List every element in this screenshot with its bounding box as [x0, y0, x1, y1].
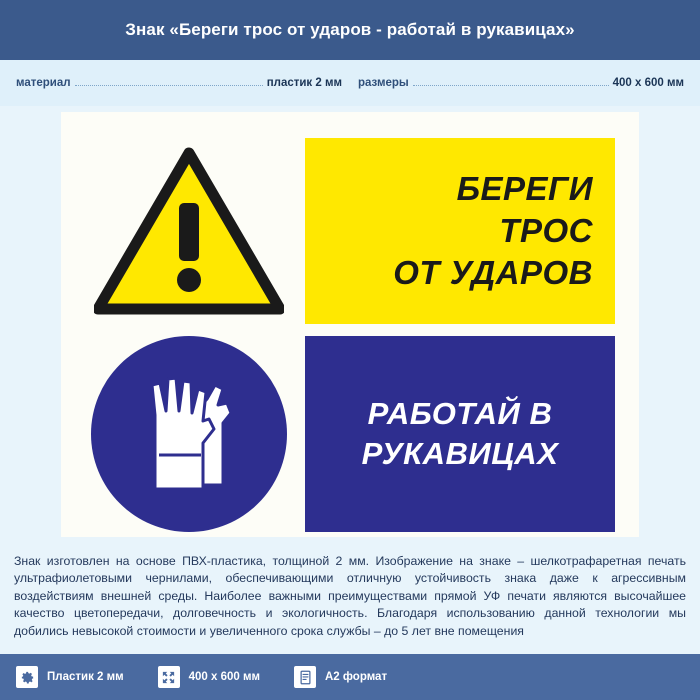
warning-text-line-1: БЕРЕГИ — [456, 169, 593, 207]
resize-arrows-icon — [158, 666, 180, 688]
warning-triangle-cell — [85, 138, 293, 324]
warning-text-line-2: ТРОС — [499, 211, 593, 249]
safety-sign — [61, 112, 639, 537]
footer-item-material-label: Пластик 2 мм — [47, 671, 124, 683]
page-footer — [0, 654, 700, 700]
mandatory-text-line-2: РУКАВИЦАХ — [361, 436, 559, 471]
sign-image-wrapper — [0, 106, 700, 537]
mandatory-text-line-1: РАБОТАЙ В — [367, 395, 553, 431]
spec-material — [16, 77, 342, 89]
footer-item-format — [294, 666, 387, 688]
spec-material-value: пластик 2 мм — [266, 77, 342, 89]
footer-item-format-label: А2 формат — [325, 671, 388, 683]
spec-size — [358, 77, 684, 89]
gloves-circle-cell — [85, 336, 293, 532]
spec-size-label: размеры — [358, 77, 409, 89]
page-header — [0, 0, 700, 60]
warning-text-line-3: ОТ УДАРОВ — [393, 254, 593, 292]
footer-item-size — [158, 666, 260, 688]
spec-bar — [0, 60, 700, 106]
spec-material-dots — [75, 85, 263, 86]
protective-gloves-icon — [119, 359, 259, 509]
spec-size-value: 400 x 600 мм — [612, 77, 684, 89]
footer-item-material — [16, 666, 124, 688]
product-description: Знак изготовлен на основе ПВХ-пластика, толщиной 2 мм. Изображение на знаке – шелкотрафаретная печать ультрафиолетовыми чернилами, обеспечивающими отличную устойчивость знака даже к агрессивным воздействиям внешней среды. Наиболее важными преимуществами прямой УФ печати являются высочайшее качество цветопередачи, долговечность и экологичность. Благодаря использованию данной технологии мы добились невысокой стоимости и увеличенного срока службы – до 5 лет вне помещения — [14, 554, 686, 638]
warning-text-block — [305, 138, 615, 324]
document-icon — [294, 666, 316, 688]
page-title: Знак «Береги трос от ударов - работай в рукавицах» — [125, 20, 575, 39]
mandatory-circle — [91, 336, 287, 532]
footer-item-size-label: 400 x 600 мм — [188, 671, 260, 683]
gear-icon — [16, 666, 38, 688]
spec-size-dots — [413, 85, 609, 86]
spec-material-label: материал — [16, 77, 71, 89]
mandatory-text-block — [305, 336, 615, 532]
warning-triangle-exclamation-icon — [94, 147, 284, 315]
